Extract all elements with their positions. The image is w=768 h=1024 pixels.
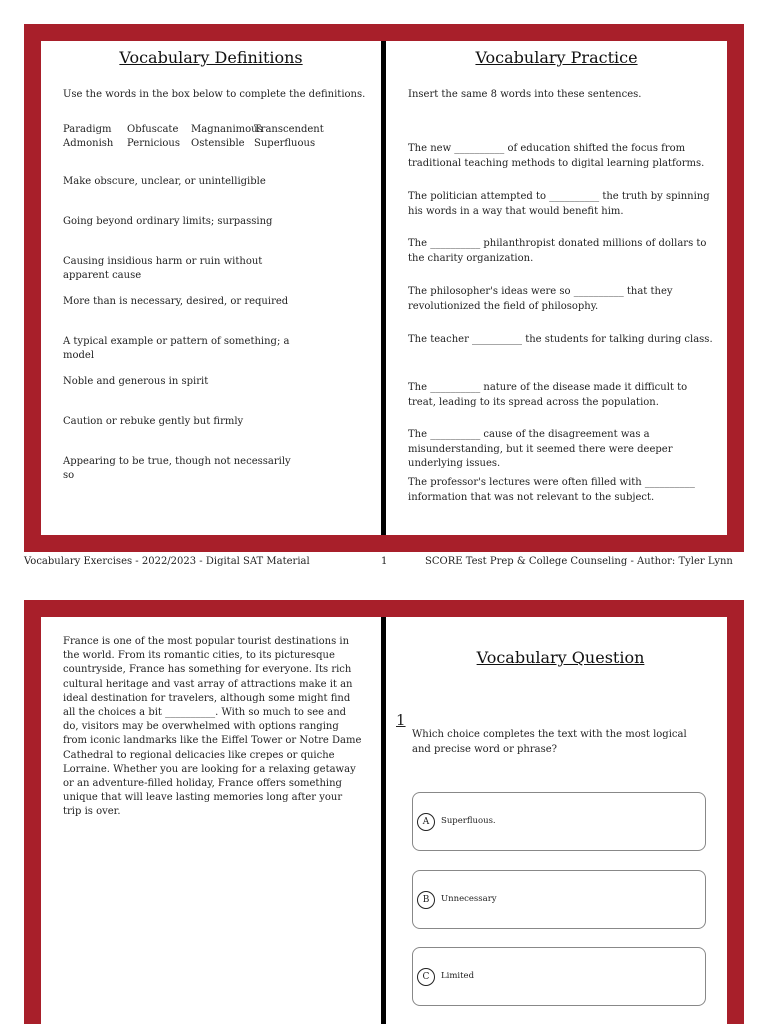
definition-item: More than is necessary, desired, or required (63, 296, 289, 307)
definitions-panel (41, 41, 381, 535)
word-box-item: Magnanimous (191, 124, 263, 135)
practice-sentence: The politician attempted to __________ the truth by spinning his words in a way that would benefit him. (408, 191, 710, 217)
practice-title: Vocabulary Practice (475, 48, 638, 67)
practice-sentence: The __________ nature of the disease made it difficult to treat, leading to its spread across the population. (408, 382, 688, 408)
reading-passage: France is one of the most popular tourist destinations in the world. From its romantic cities, to its picturesque countryside, France has something for everyone. Its rich cultural heritage and vast array of attractions make it an ideal destination for travelers, although some might find all the choices a bit __________. With so much to see and do, visitors may be overwhelmed with options ranging from iconic landmarks like the Eiffel Tower or Notre Dame Cathedral to regional delicacies like crepes or quiche Lorraine. Whether you are looking for a relaxing getaway or an adventure-filled holiday, France offers something unique that will leave lasting memories long after your trip is over. (63, 636, 362, 818)
definition-item: Causing insidious harm or ruin without apparent cause (63, 256, 263, 281)
answer-choice-b[interactable] (412, 870, 706, 929)
word-box-item: Pernicious (127, 138, 181, 149)
page-1-frame (24, 24, 744, 552)
choice-letter: A (417, 813, 435, 831)
question-number: 1 (396, 711, 406, 729)
word-box-item: Ostensible (191, 138, 245, 149)
choice-letter: C (417, 968, 435, 986)
passage-panel (41, 617, 381, 1024)
footer-left: Vocabulary Exercises - 2022/2023 - Digital SAT Material (24, 556, 310, 567)
practice-instruction: Insert the same 8 words into these sentences. (408, 89, 642, 100)
definitions-instruction: Use the words in the box below to complete the definitions. (63, 89, 366, 100)
answer-choice-c[interactable] (412, 947, 706, 1006)
practice-sentence: The teacher __________ the students for talking during class. (408, 334, 713, 345)
footer-right: SCORE Test Prep & College Counseling - Author: Tyler Lynn (425, 556, 733, 567)
practice-panel (386, 41, 727, 535)
word-box-item: Paradigm (63, 124, 112, 135)
practice-sentence: The __________ philanthropist donated millions of dollars to the charity organization. (408, 238, 707, 264)
definition-item: A typical example or pattern of something; a model (63, 336, 290, 361)
word-box-item: Obfuscate (127, 124, 179, 135)
word-box-item: Superfluous (254, 138, 316, 149)
definition-item: Appearing to be true, though not necessarily so (63, 456, 291, 481)
practice-sentence: The new __________ of education shifted the focus from traditional teaching methods to digital learning platforms. (408, 143, 705, 169)
definition-item: Make obscure, unclear, or unintelligible (63, 176, 266, 187)
question-prompt: Which choice completes the text with the most logical and precise word or phrase? (412, 729, 687, 755)
page-2-frame (24, 600, 744, 1024)
word-box-item: Transcendent (254, 124, 324, 135)
question-panel (386, 617, 727, 1024)
word-box-item: Admonish (63, 138, 114, 149)
choice-letter: B (417, 891, 435, 909)
practice-sentence: The professor's lectures were often filled with __________ information that was not relevant to the subject. (408, 477, 695, 503)
definition-item: Noble and generous in spirit (63, 376, 209, 387)
choice-text: Limited (441, 971, 475, 981)
definitions-title: Vocabulary Definitions (119, 48, 303, 67)
practice-sentence: The philosopher's ideas were so __________ that they revolutionized the field of philosophy. (408, 286, 673, 312)
practice-sentence: The __________ cause of the disagreement was a misunderstanding, but it seemed there were deeper underlying issues. (408, 429, 673, 469)
definition-item: Caution or rebuke gently but firmly (63, 416, 244, 427)
choice-text: Superfluous. (441, 816, 496, 826)
answer-choice-a[interactable] (412, 792, 706, 851)
question-title: Vocabulary Question (476, 648, 645, 667)
definition-item: Going beyond ordinary limits; surpassing (63, 216, 273, 227)
page-number: 1 (381, 556, 388, 567)
choice-text: Unnecessary (441, 894, 497, 904)
